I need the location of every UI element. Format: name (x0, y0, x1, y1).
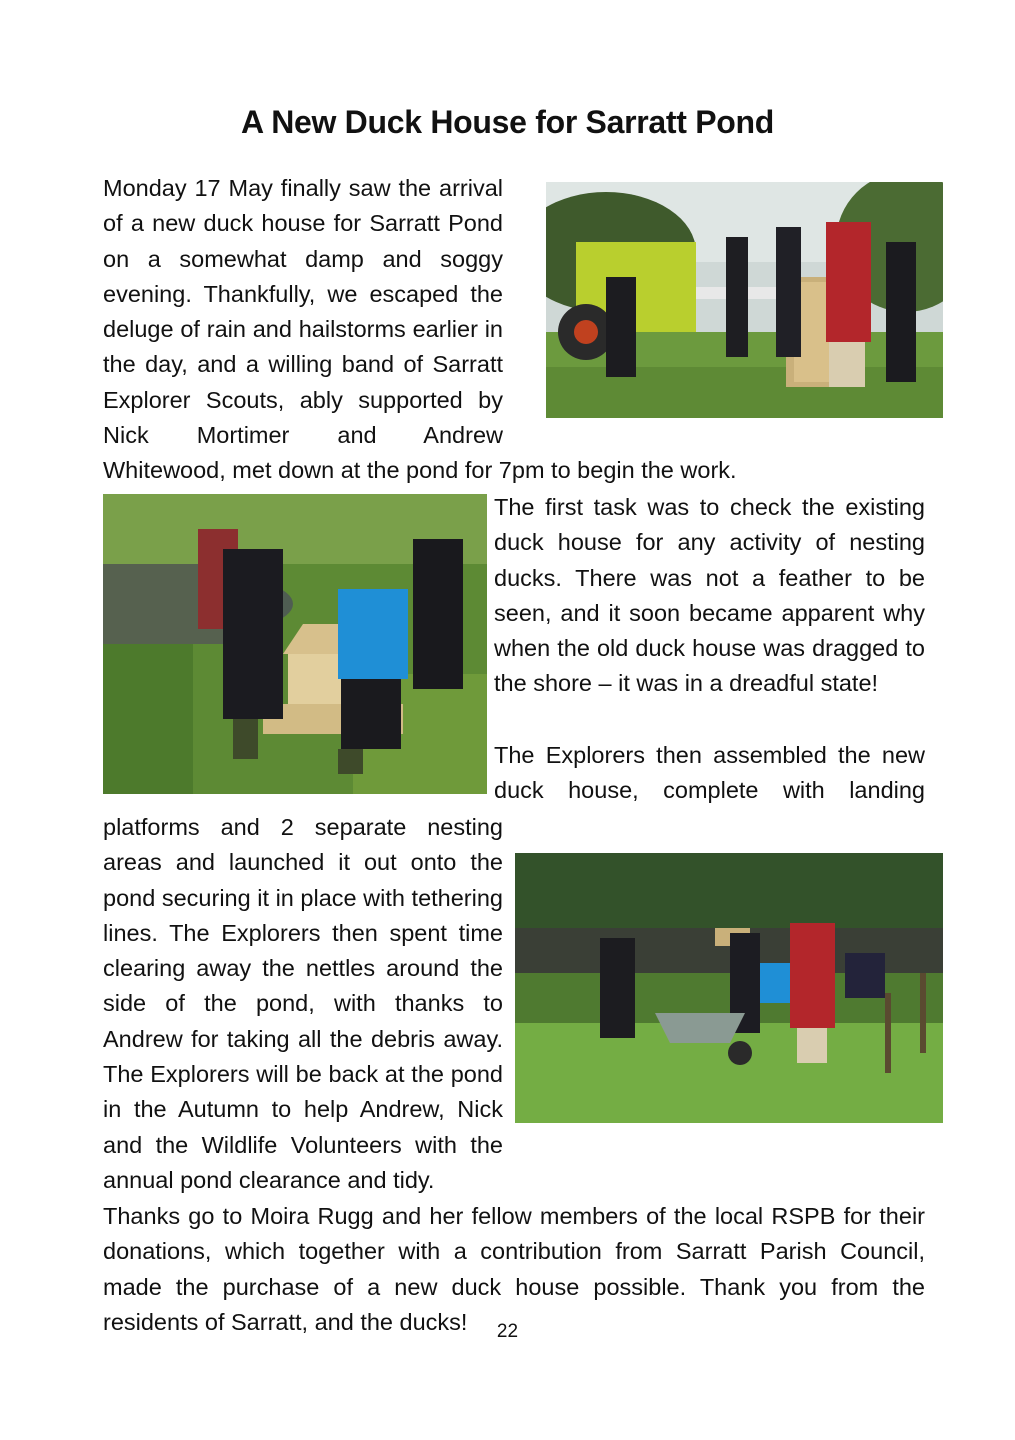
photo-2-spacer-lower (103, 738, 494, 810)
paragraph-first-task-text: The first task was to check the existing duck house for any activity of nesting ducks. There was not a feather to be seen, and it soon became apparent why when the old duck house was dragged to the shore – it was in a dreadful state! (494, 494, 925, 697)
page-number: 22 (496, 1321, 519, 1342)
paragraph-intro-text: Monday 17 May finally saw the arrival of a new duck house for Sarratt Pond on a somewhat damp and soggy evening. Thankfully, we escaped the deluge of rain and hailstorms earlier in the day, and a willing band of Sarratt Explorer Scouts, ably supported by Nick Mortimer and Andrew Whitewood, met down at the pond for 7pm to begin the work. (103, 175, 737, 484)
paragraph-assembly (103, 738, 925, 1198)
paragraph-assembly-text: The Explorers then assembled the new duck house, complete with landing platforms and 2 separate nesting areas and launched it out onto the pond securing it in place with tethering lines. The Explorers then spent time clearing away the nettles around the side of the pond, with thanks to Andrew for taking all the debris away. The Explorers will be back at the pond in the Autumn to help Andrew, Nick and the Wildlife Volunteers with the annual pond clearance and tidy. (103, 742, 925, 1193)
photo-3-spacer (503, 845, 925, 1128)
article-title: A New Duck House for Sarratt Pond (240, 104, 774, 140)
photo-1-spacer (503, 171, 925, 419)
paragraph-intro (103, 171, 925, 489)
paragraph-thanks (103, 1199, 925, 1340)
paragraph-thanks-text: Thanks go to Moira Rugg and her fellow members of the local RSPB for their donations, which together with a contribution from Sarratt Parish Council, made the purchase of a new duck house possible. Thank you from the residents of Sarratt, and the ducks! (103, 1203, 925, 1335)
